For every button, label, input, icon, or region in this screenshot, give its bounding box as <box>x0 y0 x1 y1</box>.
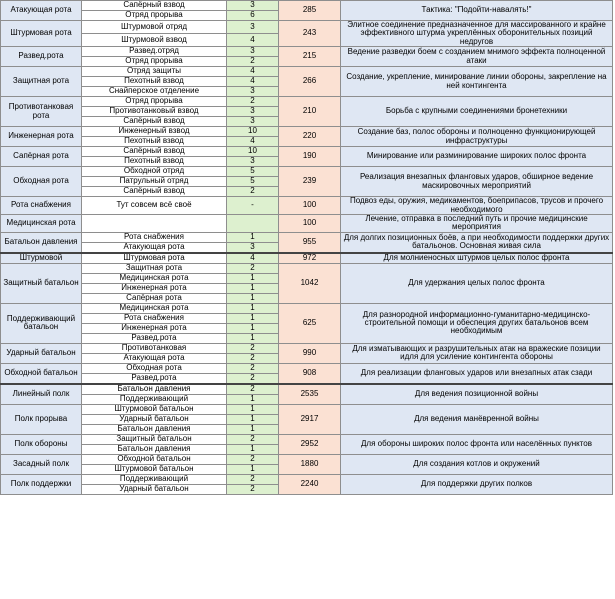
description-cell: Для удержания целых полос фронта <box>341 263 613 303</box>
count-cell: 2 <box>227 373 279 384</box>
table-row <box>1 167 613 177</box>
subunit-cell: Защитная рота <box>82 263 227 273</box>
description-cell: Элитное соединение предназначенное для массированного и крайне эффективного штурма укреплённых оборонительных позиций недругов <box>341 21 613 47</box>
count-cell: 2 <box>227 263 279 273</box>
empty-cell <box>227 214 279 232</box>
subunit-cell: Патрульный отряд <box>82 177 227 187</box>
strength-cell: 955 <box>279 232 341 253</box>
table-row <box>1 47 613 57</box>
count-cell: 3 <box>227 87 279 97</box>
description-cell: Для ведения позиционной войны <box>341 384 613 405</box>
description-cell: Подвоз еды, оружия, медикаментов, боеприпасов, трусов и прочего необходимого <box>341 197 613 215</box>
table-row <box>1 97 613 107</box>
strength-cell: 190 <box>279 147 341 167</box>
subunit-cell: Сапёрный взвод <box>82 1 227 11</box>
subunit-cell: Сапёрный взвод <box>82 117 227 127</box>
count-cell: 3 <box>227 107 279 117</box>
table-row <box>1 197 613 215</box>
count-cell: 1 <box>227 444 279 454</box>
strength-cell: 266 <box>279 67 341 97</box>
strength-cell: 2240 <box>279 474 341 494</box>
group-name-cell: Инженерная рота <box>1 127 82 147</box>
count-cell: 4 <box>227 253 279 264</box>
count-cell: 3 <box>227 1 279 11</box>
description-cell: Лечение, отправка в последний путь и прочие медицинские мероприятия <box>341 214 613 232</box>
strength-cell: 1880 <box>279 454 341 474</box>
count-cell: 1 <box>227 394 279 404</box>
subunit-cell: Штурмовой отряд <box>82 21 227 34</box>
count-cell: 2 <box>227 363 279 373</box>
subunit-cell: Сапёрный взвод <box>82 147 227 157</box>
strength-cell: 908 <box>279 363 341 384</box>
count-cell: 1 <box>227 404 279 414</box>
group-name-cell: Противотанковая рота <box>1 97 82 127</box>
subunit-cell: Ударный батальон <box>82 414 227 424</box>
subunit-cell: Атакующая рота <box>82 242 227 253</box>
count-cell: 1 <box>227 333 279 343</box>
count-cell: 2 <box>227 57 279 67</box>
table-row <box>1 474 613 484</box>
strength-cell: 285 <box>279 1 341 21</box>
count-cell: 2 <box>227 454 279 464</box>
table-row <box>1 232 613 242</box>
group-name-cell: Батальон давления <box>1 232 82 253</box>
subunit-cell: Развед.рота <box>82 373 227 384</box>
group-name-cell: Полк обороны <box>1 434 82 454</box>
table-row <box>1 263 613 273</box>
subunit-cell: Отряд прорыва <box>82 97 227 107</box>
subunit-cell: Инженерная рота <box>82 323 227 333</box>
count-cell: 5 <box>227 167 279 177</box>
description-cell: Для ведения манёвренной войны <box>341 404 613 434</box>
group-name-cell: Полк прорыва <box>1 404 82 434</box>
group-name-cell: Обходной батальон <box>1 363 82 384</box>
description-cell: Для создания котлов и окружений <box>341 454 613 474</box>
subunit-cell: Противотанковая <box>82 343 227 353</box>
subunit-cell: Рота снабжения <box>82 313 227 323</box>
subunit-cell: Инженерная рота <box>82 283 227 293</box>
group-name-cell: Ударный батальон <box>1 343 82 363</box>
description-cell: Создание баз, полос обороны и полноценно функционирующей инфраструктуры <box>341 127 613 147</box>
count-cell: 1 <box>227 464 279 474</box>
description-cell: Ведение разведки боем с созданием мнимого эффекта полноценной атаки <box>341 47 613 67</box>
count-cell: - <box>227 197 279 215</box>
count-cell: 4 <box>227 77 279 87</box>
description-cell: Для молниеносных штурмов целых полос фронта <box>341 253 613 264</box>
strength-cell: 210 <box>279 97 341 127</box>
empty-cell <box>82 214 227 232</box>
subunit-cell: Отряд защиты <box>82 67 227 77</box>
strength-cell: 990 <box>279 343 341 363</box>
subunit-cell: Развед.рота <box>82 333 227 343</box>
group-name-cell: Медицинская рота <box>1 214 82 232</box>
subunit-cell: Обходной отряд <box>82 167 227 177</box>
subunit-cell: Медицинская рота <box>82 303 227 313</box>
subunit-cell: Штурмовой взвод <box>82 34 227 47</box>
subunit-cell: Отряд прорыва <box>82 57 227 67</box>
subunit-cell: Пехотный взвод <box>82 157 227 167</box>
subunit-cell: Атакующая рота <box>82 353 227 363</box>
strength-cell: 220 <box>279 127 341 147</box>
strength-cell: 2917 <box>279 404 341 434</box>
description-cell: Для обороны широких полос фронта или населённых пунктов <box>341 434 613 454</box>
count-cell: 3 <box>227 242 279 253</box>
subunit-cell: Отряд прорыва <box>82 11 227 21</box>
table-row <box>1 67 613 77</box>
subunit-cell: Батальон давления <box>82 444 227 454</box>
count-cell: 1 <box>227 232 279 242</box>
subunit-cell: Штурмовой батальон <box>82 404 227 414</box>
count-cell: 3 <box>227 157 279 167</box>
count-cell: 1 <box>227 313 279 323</box>
count-cell: 4 <box>227 137 279 147</box>
strength-cell: 625 <box>279 303 341 343</box>
table-row <box>1 303 613 313</box>
count-cell: 2 <box>227 384 279 395</box>
subunit-cell: Поддерживающий <box>82 394 227 404</box>
subunit-cell: Инженерный взвод <box>82 127 227 137</box>
count-cell: 2 <box>227 343 279 353</box>
table-row <box>1 434 613 444</box>
table-row <box>1 343 613 353</box>
subunit-cell: Снайперское отделение <box>82 87 227 97</box>
count-cell: 1 <box>227 283 279 293</box>
count-cell: 1 <box>227 303 279 313</box>
count-cell: 2 <box>227 97 279 107</box>
description-cell: Для изматывающих и разрушительных атак на вражеские позиции идля для усиление контингента обороны <box>341 343 613 363</box>
subunit-cell: Ударный батальон <box>82 484 227 494</box>
strength-cell: 100 <box>279 197 341 215</box>
subunit-cell: Сапёрная рота <box>82 293 227 303</box>
subunit-cell: Тут совсем всё своё <box>82 197 227 215</box>
subunit-cell: Рота снабжения <box>82 232 227 242</box>
strength-cell: 100 <box>279 214 341 232</box>
count-cell: 2 <box>227 187 279 197</box>
strength-cell: 239 <box>279 167 341 197</box>
table-row <box>1 21 613 34</box>
table-row <box>1 454 613 464</box>
strength-cell: 2535 <box>279 384 341 405</box>
subunit-cell: Штурмовой батальон <box>82 464 227 474</box>
description-cell: Минирование или разминирование широких полос фронта <box>341 147 613 167</box>
group-name-cell: Атакующая рота <box>1 1 82 21</box>
strength-cell: 1042 <box>279 263 341 303</box>
count-cell: 1 <box>227 414 279 424</box>
subunit-cell: Штурмовая рота <box>82 253 227 264</box>
subunit-cell: Поддерживающий <box>82 474 227 484</box>
description-cell: Борьба с крупными соединениями бронетехники <box>341 97 613 127</box>
count-cell: 1 <box>227 323 279 333</box>
count-cell: 10 <box>227 147 279 157</box>
subunit-cell: Батальон давления <box>82 424 227 434</box>
description-cell: Тактика: "Подойти-навалять!" <box>341 1 613 21</box>
group-name-cell: Штурмовая рота <box>1 21 82 47</box>
subunit-cell: Обходной батальон <box>82 454 227 464</box>
count-cell: 1 <box>227 293 279 303</box>
strength-cell: 2952 <box>279 434 341 454</box>
strength-cell: 215 <box>279 47 341 67</box>
count-cell: 2 <box>227 353 279 363</box>
subunit-cell: Медицинская рота <box>82 273 227 283</box>
description-cell: Создание, укрепление, минирование линии обороны, закрепление на ней контингента <box>341 67 613 97</box>
description-cell: Для разнородной информационно-гуманитарно-медицинско-строительной помощи и обеспеция других батальонов всем необходимым <box>341 303 613 343</box>
count-cell: 4 <box>227 67 279 77</box>
group-name-cell: Засадный полк <box>1 454 82 474</box>
table-row <box>1 214 613 232</box>
group-name-cell: Линейный полк <box>1 384 82 405</box>
count-cell: 4 <box>227 34 279 47</box>
group-name-cell: Обходная рота <box>1 167 82 197</box>
subunit-cell: Батальон давления <box>82 384 227 395</box>
subunit-cell: Пехотный взвод <box>82 77 227 87</box>
table-row <box>1 384 613 395</box>
table-row <box>1 363 613 373</box>
strength-cell: 243 <box>279 21 341 47</box>
description-cell: Реализация внезапных фланговых ударов, обширное ведение маскировочных мероприятий <box>341 167 613 197</box>
group-name-cell: Защитная рота <box>1 67 82 97</box>
group-name-cell: Штурмовой <box>1 253 82 264</box>
description-cell: Для долгих позиционных боёв, а при необходимости поддержки других батальонов. Основная живая сила <box>341 232 613 253</box>
count-cell: 5 <box>227 177 279 187</box>
subunit-cell: Пехотный взвод <box>82 137 227 147</box>
count-cell: 3 <box>227 21 279 34</box>
count-cell: 2 <box>227 484 279 494</box>
group-name-cell: Защитный батальон <box>1 263 82 303</box>
count-cell: 3 <box>227 117 279 127</box>
table-row <box>1 127 613 137</box>
table-row <box>1 147 613 157</box>
count-cell: 2 <box>227 434 279 444</box>
table-row <box>1 1 613 11</box>
description-cell: Для поддержки других полков <box>341 474 613 494</box>
count-cell: 2 <box>227 474 279 484</box>
subunit-cell: Развед.отряд <box>82 47 227 57</box>
group-name-cell: Развед.рота <box>1 47 82 67</box>
table-row <box>1 253 613 264</box>
count-cell: 10 <box>227 127 279 137</box>
count-cell: 1 <box>227 424 279 434</box>
count-cell: 6 <box>227 11 279 21</box>
strength-cell: 972 <box>279 253 341 264</box>
group-name-cell: Рота снабжения <box>1 197 82 215</box>
subunit-cell: Защитный батальон <box>82 434 227 444</box>
count-cell: 3 <box>227 47 279 57</box>
subunit-cell: Противотанковый взвод <box>82 107 227 117</box>
count-cell: 1 <box>227 273 279 283</box>
group-name-cell: Поддерживающий батальон <box>1 303 82 343</box>
description-cell: Для реализации фланговых ударов или внезапных атак сзади <box>341 363 613 384</box>
group-name-cell: Полк поддержки <box>1 474 82 494</box>
table-row <box>1 404 613 414</box>
subunit-cell: Обходная рота <box>82 363 227 373</box>
subunit-cell: Сапёрный взвод <box>82 187 227 197</box>
group-name-cell: Сапёрная рота <box>1 147 82 167</box>
